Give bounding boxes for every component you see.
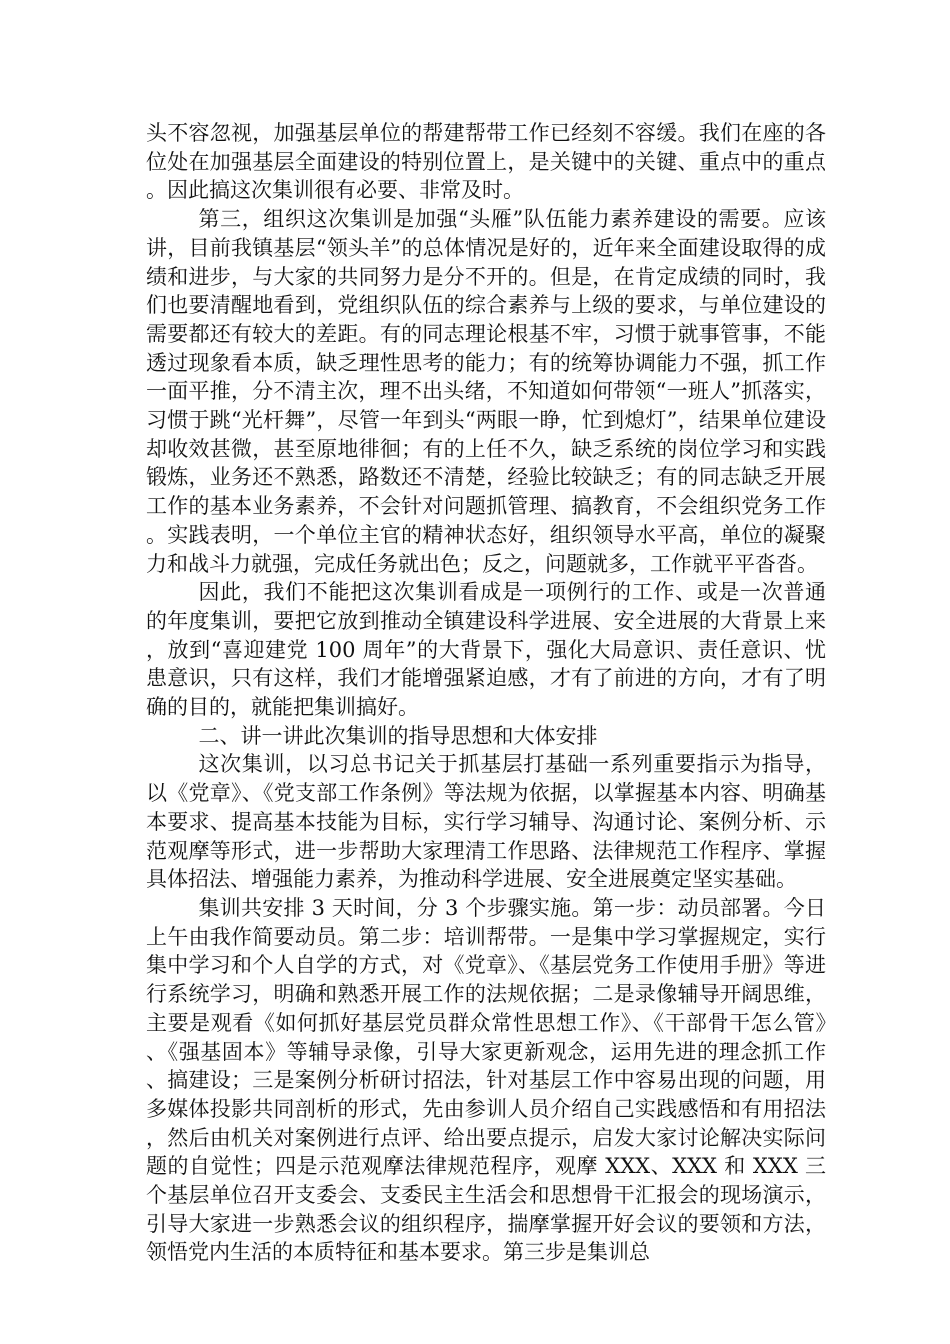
paragraph-1: 头不容忽视，加强基层单位的帮建帮带工作已经刻不容缓。我们在座的各位处在加强基层全面建设的特别位置上，是关键中的关键、重点中的重点。因此搞这次集训很有必要、非常及时。	[146, 121, 826, 203]
paragraph-3: 因此，我们不能把这次集训看成是一项例行的工作、或是一次普通的年度集训，要把它放到推动全镇建设科学进展、安全进展的大背景上来，放到“喜迎建党 100 周年”的大背景下，强化大局意识、责任意识、忧患意识，只有这样，我们才能增强紧迫感，才有了前进的方向，才有了明确的目的，就能把集训搞好。	[146, 580, 826, 720]
section-heading: 二、讲一讲此次集训的指导思想和大体安排	[198, 723, 598, 748]
paragraph-4: 这次集训，以习总书记关于抓基层打基础一系列重要指示为指导，以《党章》、《党支部工作条例》等法规为依据，以掌握基本内容、明确基本要求、提高基本技能为目标，实行学习辅导、沟通讨论、案例分析、示范观摩等形式，进一步帮助大家理清工作思路、法律规范工作程序、掌握具体招法、增强能力素养，为推动科学进展、安全进展奠定坚实基础。	[146, 752, 826, 892]
document-page	[146, 119, 826, 1267]
paragraph-5: 集训共安排 3 天时间，分 3 个步骤实施。第一步：动员部署。今日上午由我作简要动员。第二步：培训帮带。一是集中学习掌握规定，实行集中学习和个人自学的方式，对《党章》、《基层党务工作使用手册》等进行系统学习，明确和熟悉开展工作的法规依据；二是录像辅导开阔思维，主要是观看《如何抓好基层党员群众常性思想工作》、《干部骨干怎么管》、《强基固本》等辅导录像，引导大家更新观念，运用先进的理念抓工作、搞建设；三是案例分析研讨招法，针对基层工作中容易出现的问题，用多媒体投影共同剖析的形式，先由参训人员介绍自己实践感悟和有用招法，然后由机关对案例进行点评、给出要点提示，启发大家讨论解决实际问题的自觉性；四是示范观摩法律规范程序，观摩 XXX、XXX 和 XXX 三个基层单位召开支委会、支委民主生活会和思想骨干汇报会的现场演示，引导大家进一步熟悉会议的组织程序，揣摩掌握开好会议的要领和方法，领悟党内生活的本质特征和基本要求。第三步是集训总	[146, 895, 826, 1265]
paragraph-2: 第三，组织这次集训是加强“头雁”队伍能力素养建设的需要。应该讲，目前我镇基层“领头羊”的总体情况是好的，近年来全面建设取得的成绩和进步，与大家的共同努力是分不开的。但是，在肯定成绩的同时，我们也要清醒地看到，党组织队伍的综合素养与上级的要求，与单位建设的需要都还有较大的差距。有的同志理论根基不牢，习惯于就事管事，不能透过现象看本质，缺乏理性思考的能力；有的统筹协调能力不强，抓工作一面平推，分不清主次，理不出头绪，不知道如何带领“一班人”抓落实，习惯于跳“光杆舞”，尽管一年到头“两眼一睁，忙到熄灯”，结果单位建设却收效甚微，甚至原地徘徊；有的上任不久，缺乏系统的岗位学习和实践锻炼，业务还不熟悉，路数还不清楚，经验比较缺乏；有的同志缺乏开展工作的基本业务素养，不会针对问题抓管理、搞教育，不会组织党务工作。实践表明，一个单位主官的精神状态好，组织领导水平高，单位的凝聚力和战斗力就强，完成任务就出色；反之，问题就多，工作就平平沓沓。	[146, 207, 826, 576]
